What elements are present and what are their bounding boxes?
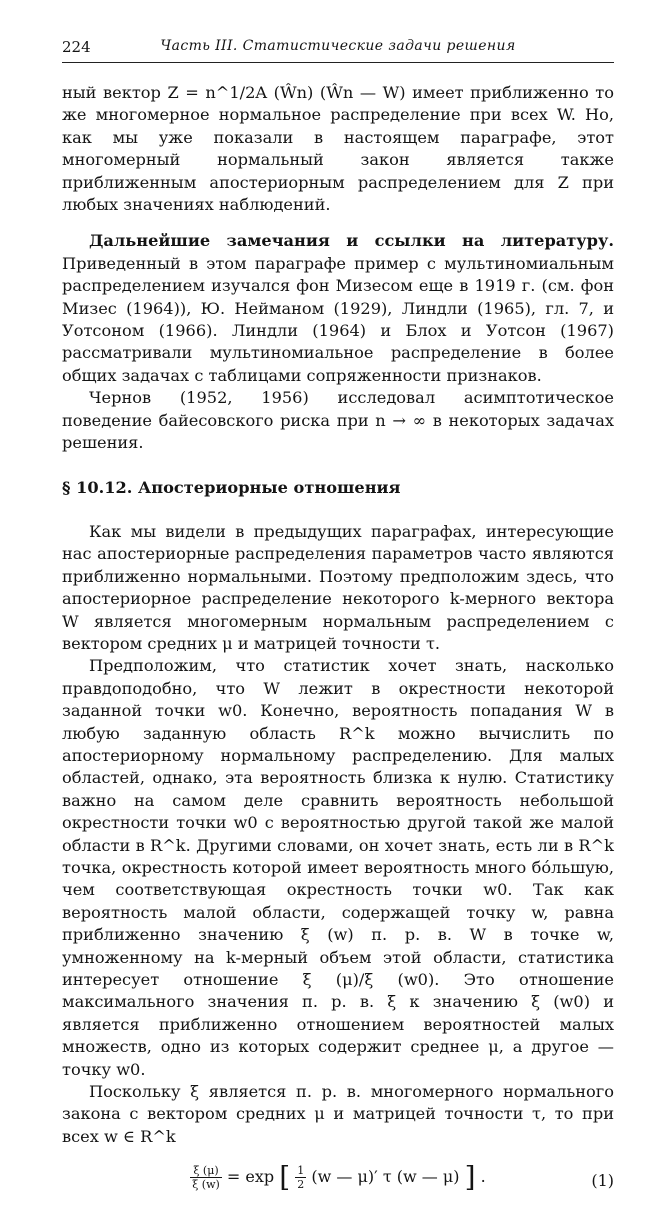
right-bracket: ] bbox=[464, 1160, 476, 1194]
equation-body bbox=[62, 1160, 614, 1194]
paragraph-remarks bbox=[62, 230, 614, 387]
equation-number: (1) bbox=[591, 1171, 614, 1191]
equation-period: . bbox=[480, 1167, 486, 1187]
quadratic-form: (w — μ)′ τ (w — μ) bbox=[311, 1167, 460, 1187]
left-bracket: [ bbox=[279, 1160, 291, 1194]
paragraph-continuation: ный вектор Z = n^1/2A (Ŵn) (Ŵn — W) имеет приближенно то же многомерное нормальное распределение при всех W. Но, как мы уже показали в настоящем параграфе, этот многомерный нормальный закон является также приближенным апостериорным распределением для Z при любых значениях наблюдений. bbox=[62, 83, 614, 215]
ratio-fraction bbox=[190, 1164, 222, 1191]
exp-operator: = exp bbox=[226, 1167, 275, 1187]
remarks-text: Приведенный в этом параграфе пример с мультиномиальным распределением изучался фон Мизесом еще в 1919 г. (см. фон Мизес (1964)), Ю. Нейманом (1929), Линдли (1965), гл. 7, и Уотсоном (1966). Линдли (1964) и Блох и Уотсон (1967) рассматривали мультиномиальное распределение в более общих задачах с таблицами сопряженности признаков. bbox=[62, 253, 614, 385]
half-numerator: 1 bbox=[297, 1164, 305, 1178]
section-title: § 10.12. Апостериорные отношения bbox=[62, 477, 401, 497]
paragraph-statistician: Предположим, что статистик хочет знать, насколько правдоподобно, что W лежит в окрестности некоторой заданной точки w0. Конечно, вероятность попадания W в любую заданную область R^k можно вычислить по апостериорному нормальному распределению. Для малых областей, однако, эта вероятность близка к нулю. Статистику важно на самом деле сравнить вероятность небольшой окрестности точки w0 с вероятностью другой такой же малой области в R^k. Другими словами, он хочет знать, есть ли в R^k точка, окрестность которой имеет вероятность много бо́льшую, чем соответствующая окрестность точки w0. Так как вероятность малой области, содержащей точку w, равна приближенно значению ξ (w) п. р. в. W в точке w, умноженному на k-мерный объем этой области, статистика интересует отношение ξ (μ)/ξ (w0). Это отношение максимального значения п. р. в. ξ к значению ξ (w0) и является приближенно отношением вероятностей малых множеств, одно из которых содержит среднее μ, а другое — точку w0. bbox=[62, 656, 614, 1079]
equation-1 bbox=[62, 1158, 614, 1206]
half-denominator: 2 bbox=[297, 1178, 305, 1192]
page-body bbox=[62, 82, 614, 1206]
header-rule bbox=[62, 62, 614, 63]
paragraph-chernov: Чернов (1952, 1956) исследовал асимптотическое поведение байесовского риска при n → ∞ в некоторых задачах решения. bbox=[62, 388, 614, 453]
page-number: 224 bbox=[62, 38, 91, 56]
paragraph-intro: Как мы видели в предыдущих параграфах, интересующие нас апостериорные распределения параметров часто являются приближенно нормальными. Поэтому предположим здесь, что апостериорное распределение некоторого k-мерного вектора W является многомерным нормальным распределением с вектором средних μ и матрицей точности τ. bbox=[62, 521, 614, 653]
ratio-denominator: ξ (w) bbox=[192, 1178, 220, 1192]
half-fraction bbox=[295, 1164, 306, 1191]
ratio-numerator: ξ (μ) bbox=[190, 1164, 222, 1178]
running-title: Часть III. Статистические задачи решения bbox=[160, 38, 516, 54]
page-header bbox=[62, 38, 614, 60]
remarks-heading: Дальнейшие замечания и ссылки на литературу. bbox=[89, 231, 614, 251]
paragraph-density: Поскольку ξ является п. р. в. многомерного нормального закона с вектором средних μ и матрицей точности τ, то при всех w ∈ R^k bbox=[62, 1082, 614, 1146]
